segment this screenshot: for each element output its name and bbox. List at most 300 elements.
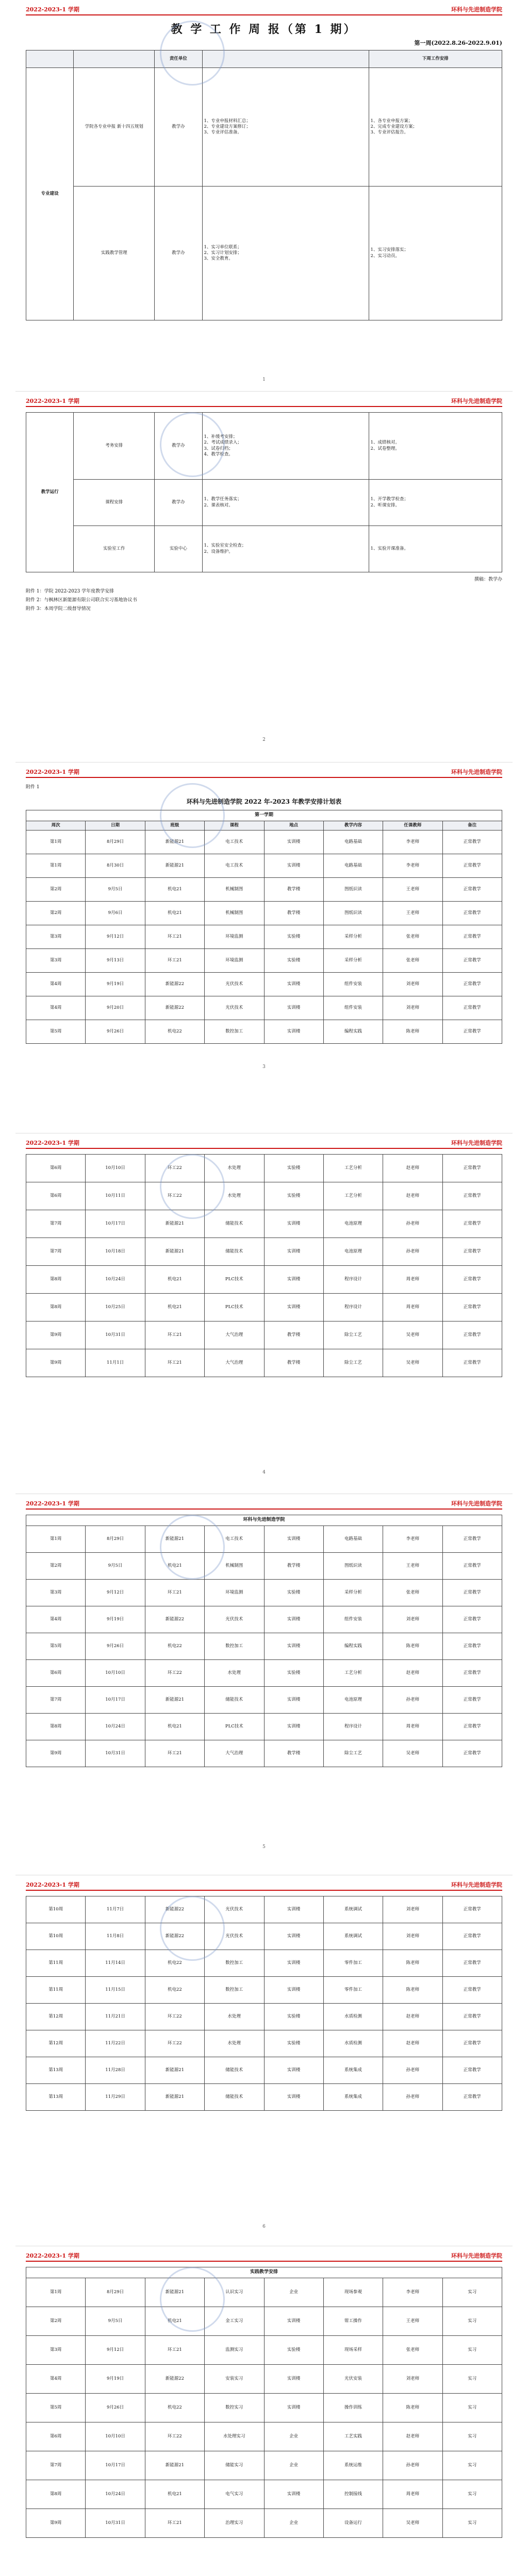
table-cell: 正常教学 bbox=[442, 1526, 502, 1552]
table-cell: 王老师 bbox=[383, 2307, 442, 2335]
table-cell: 正常教学 bbox=[442, 1950, 502, 1977]
table-row bbox=[26, 2335, 502, 2364]
table-cell: 第10周 bbox=[26, 1896, 86, 1923]
table-cell: 实习 bbox=[442, 2335, 502, 2364]
table-cell: 环工22 bbox=[145, 1155, 204, 1182]
table-cell: 李老师 bbox=[383, 830, 442, 854]
table-row bbox=[26, 1020, 502, 1043]
table-cell: 11月21日 bbox=[86, 2004, 145, 2030]
table-row bbox=[26, 2393, 502, 2422]
table-cell: 王老师 bbox=[383, 1552, 442, 1579]
table-cell: 第9周 bbox=[26, 1321, 86, 1349]
table-cell: 实训楼 bbox=[264, 2393, 323, 2422]
table-row bbox=[26, 1552, 502, 1579]
page-2 bbox=[15, 392, 513, 762]
table-cell: 新能源22 bbox=[145, 2364, 204, 2393]
table-cell: 新能源21 bbox=[145, 2084, 204, 2111]
header-term: 2022-2023-1 学期 bbox=[26, 398, 79, 404]
table-cell: 王老师 bbox=[383, 901, 442, 925]
table-row bbox=[26, 877, 502, 901]
practice-caption: 实践教学安排 bbox=[26, 2267, 502, 2278]
page-5 bbox=[15, 1494, 513, 1875]
table-row bbox=[26, 2364, 502, 2393]
row-content: 1、实习单位联系； 2、实习计划安排； 3、安全教育。 bbox=[202, 187, 369, 320]
table-cell: 9月6日 bbox=[86, 901, 145, 925]
table-cell: 新能源22 bbox=[145, 1923, 204, 1950]
row-next: 1、实验开课准备。 bbox=[369, 526, 502, 572]
table-cell: 实训楼 bbox=[264, 2307, 323, 2335]
col-class: 班级 bbox=[145, 821, 204, 830]
table-cell: 张老师 bbox=[383, 2335, 442, 2364]
table-cell: 实习 bbox=[442, 2307, 502, 2335]
table-cell: 水处理 bbox=[205, 1659, 264, 1686]
table-cell: 企业 bbox=[264, 2422, 323, 2451]
table-cell: PLC技术 bbox=[205, 1294, 264, 1321]
table-cell: 正常教学 bbox=[442, 972, 502, 996]
table-cell: 11月28日 bbox=[86, 2057, 145, 2084]
table-cell: 刘老师 bbox=[383, 996, 442, 1020]
col-item bbox=[74, 50, 155, 68]
table-cell: 刘老师 bbox=[383, 1923, 442, 1950]
table-cell: 新能源21 bbox=[145, 2278, 204, 2307]
table-cell: 大气治理 bbox=[205, 1349, 264, 1377]
table-cell: 10月10日 bbox=[86, 1659, 145, 1686]
table-cell: 水质检测 bbox=[323, 2004, 383, 2030]
table-cell: 赵老师 bbox=[383, 2422, 442, 2451]
table-cell: 吴老师 bbox=[383, 2509, 442, 2537]
page-header bbox=[26, 768, 502, 778]
table-cell: 第3周 bbox=[26, 925, 86, 948]
table-cell: 实训楼 bbox=[264, 830, 323, 854]
table-cell: 环境监测 bbox=[205, 925, 264, 948]
table-cell: PLC技术 bbox=[205, 1266, 264, 1294]
table-row bbox=[26, 1713, 502, 1740]
row-unit: 实验中心 bbox=[155, 526, 202, 572]
table-cell: 正常教学 bbox=[442, 1606, 502, 1633]
table-cell: 教学楼 bbox=[264, 1349, 323, 1377]
table-cell: 第6周 bbox=[26, 1182, 86, 1210]
table-row bbox=[26, 2509, 502, 2537]
table-cell: 组件安装 bbox=[323, 996, 383, 1020]
table-cell: 机械制图 bbox=[205, 877, 264, 901]
row-unit: 教学办 bbox=[155, 480, 202, 526]
table-cell: 现场采样 bbox=[323, 2335, 383, 2364]
table-cell: 储能技术 bbox=[205, 1210, 264, 1238]
attachment-label: 附件 1 bbox=[26, 785, 40, 790]
table-cell: 第5周 bbox=[26, 1633, 86, 1659]
table-row bbox=[26, 1740, 502, 1767]
table-cell: 正常教学 bbox=[442, 1182, 502, 1210]
page-3 bbox=[15, 762, 513, 1133]
table-cell: 环工21 bbox=[145, 1740, 204, 1767]
table-cell: 9月12日 bbox=[86, 2335, 145, 2364]
table-cell: 赵老师 bbox=[383, 2004, 442, 2030]
table-cell: 第12周 bbox=[26, 2004, 86, 2030]
table-cell: 环工21 bbox=[145, 1321, 204, 1349]
table-cell: 新能源21 bbox=[145, 854, 204, 877]
table-cell: 光伏技术 bbox=[205, 972, 264, 996]
table-cell: 编程实践 bbox=[323, 1020, 383, 1043]
table-cell: 9月19日 bbox=[86, 2364, 145, 2393]
table-row bbox=[26, 1349, 502, 1377]
page-header bbox=[26, 1499, 502, 1510]
table-cell: 环工22 bbox=[145, 1182, 204, 1210]
table-cell: 张老师 bbox=[383, 1579, 442, 1606]
row-item: 实验室工作 bbox=[74, 526, 155, 572]
page-header bbox=[26, 1880, 502, 1891]
table-row bbox=[26, 1606, 502, 1633]
table-cell: 电路基础 bbox=[323, 854, 383, 877]
table-row bbox=[26, 1633, 502, 1659]
table-cell: 11月14日 bbox=[86, 1950, 145, 1977]
header-term: 2022-2023-1 学期 bbox=[26, 1500, 79, 1507]
table-cell: 控制接线 bbox=[323, 2480, 383, 2509]
table-cell: 实验楼 bbox=[264, 1659, 323, 1686]
row-content: 1、实验室安全检查； 2、设备维护。 bbox=[202, 526, 369, 572]
page-header bbox=[26, 5, 502, 15]
table-cell: 第2周 bbox=[26, 1552, 86, 1579]
table-cell: 程序设计 bbox=[323, 1294, 383, 1321]
header-college: 环科与先进制造学院 bbox=[451, 1882, 502, 1888]
table-row bbox=[26, 2030, 502, 2057]
attachment-3: 附件 3：本周学院二级督导情况 bbox=[26, 606, 91, 612]
table-cell: 刘老师 bbox=[383, 1896, 442, 1923]
table-cell: 采样分析 bbox=[323, 948, 383, 972]
table-cell: 第4周 bbox=[26, 996, 86, 1020]
table-cell: 11月8日 bbox=[86, 1923, 145, 1950]
table-cell: 11月7日 bbox=[86, 1896, 145, 1923]
table-cell: 实验楼 bbox=[264, 948, 323, 972]
table-cell: 数控加工 bbox=[205, 1950, 264, 1977]
table-cell: 陈老师 bbox=[383, 1950, 442, 1977]
table-cell: 图纸识读 bbox=[323, 901, 383, 925]
table-cell: 认识实习 bbox=[205, 2278, 264, 2307]
table-cell: 第1周 bbox=[26, 1526, 86, 1552]
table-cell: 9月19日 bbox=[86, 1606, 145, 1633]
table-cell: 电池原理 bbox=[323, 1238, 383, 1266]
table-cell: 第9周 bbox=[26, 2509, 86, 2537]
col-course: 课程 bbox=[205, 821, 264, 830]
table-cell: 实训楼 bbox=[264, 2480, 323, 2509]
table-cell: 第2周 bbox=[26, 901, 86, 925]
table-cell: 李老师 bbox=[383, 1526, 442, 1552]
table-cell: 8月29日 bbox=[86, 2278, 145, 2307]
table-cell: 10月24日 bbox=[86, 1266, 145, 1294]
table-cell: 正常教学 bbox=[442, 830, 502, 854]
table-cell: 第8周 bbox=[26, 1266, 86, 1294]
table-cell: 新能源21 bbox=[145, 2451, 204, 2480]
table-cell: 9月13日 bbox=[86, 948, 145, 972]
table-cell: 零件加工 bbox=[323, 1950, 383, 1977]
table-cell: 储能技术 bbox=[205, 1686, 264, 1713]
table-cell: 实训楼 bbox=[264, 854, 323, 877]
table-cell: 10月17日 bbox=[86, 1210, 145, 1238]
table-cell: 新能源22 bbox=[145, 972, 204, 996]
table-cell: 机电22 bbox=[145, 1020, 204, 1043]
table-cell: 第5周 bbox=[26, 2393, 86, 2422]
table-cell: 吴老师 bbox=[383, 1740, 442, 1767]
table-cell: 系统集成 bbox=[323, 2057, 383, 2084]
table-cell: 第4周 bbox=[26, 2364, 86, 2393]
table-cell: 新能源21 bbox=[145, 1526, 204, 1552]
table-row bbox=[26, 2278, 502, 2307]
table-cell: 正常教学 bbox=[442, 1349, 502, 1377]
table-cell: 实习 bbox=[442, 2480, 502, 2509]
schedule-table bbox=[26, 810, 502, 1044]
table-row bbox=[26, 2004, 502, 2030]
table-cell: 图纸识读 bbox=[323, 877, 383, 901]
table-cell: 环工22 bbox=[145, 2030, 204, 2057]
table-cell: 正常教学 bbox=[442, 1633, 502, 1659]
table-cell: 第3周 bbox=[26, 948, 86, 972]
schedule-title: 环科与先进制造学院 2022 年-2023 年教学安排计划表 bbox=[186, 798, 342, 805]
table-cell: 吴老师 bbox=[383, 1321, 442, 1349]
row-item: 课程安排 bbox=[74, 480, 155, 526]
author-line: 撰稿：教学办 bbox=[474, 577, 502, 582]
table-cell: 实训楼 bbox=[264, 1526, 323, 1552]
table-cell: 第10周 bbox=[26, 1923, 86, 1950]
table-cell: 水处理 bbox=[205, 1155, 264, 1182]
table-cell: 实训楼 bbox=[264, 2057, 323, 2084]
table-cell: 大气治理 bbox=[205, 1740, 264, 1767]
table-row bbox=[26, 1155, 502, 1182]
col-next: 下周工作安排 bbox=[369, 50, 502, 68]
table-cell: 第5周 bbox=[26, 1020, 86, 1043]
table-cell: 机电21 bbox=[145, 877, 204, 901]
header-college: 环科与先进制造学院 bbox=[451, 2252, 502, 2259]
table-cell: 实验楼 bbox=[264, 925, 323, 948]
table-cell: 新能源21 bbox=[145, 2057, 204, 2084]
table-cell: 环工21 bbox=[145, 2335, 204, 2364]
table-cell: 正常教学 bbox=[442, 1713, 502, 1740]
table-cell: 正常教学 bbox=[442, 1579, 502, 1606]
table-cell: 赵老师 bbox=[383, 1182, 442, 1210]
row-content: 1、补缓考安排； 2、考试成绩录入； 3、试卷归档； 4、教学检查。 bbox=[202, 413, 369, 480]
table-cell: 正常教学 bbox=[442, 877, 502, 901]
table-cell: 9月26日 bbox=[86, 2393, 145, 2422]
header-college: 环科与先进制造学院 bbox=[451, 1140, 502, 1146]
table-cell: 电工技术 bbox=[205, 1526, 264, 1552]
table-cell: 刘老师 bbox=[383, 2364, 442, 2393]
table-row bbox=[26, 1579, 502, 1606]
table-row bbox=[26, 2084, 502, 2111]
table-cell: 机械制图 bbox=[205, 1552, 264, 1579]
table-cell: 实训楼 bbox=[264, 1896, 323, 1923]
table-cell: 第6周 bbox=[26, 2422, 86, 2451]
table-cell: 第11周 bbox=[26, 1977, 86, 2004]
table-cell: 周老师 bbox=[383, 1266, 442, 1294]
row-unit: 教学办 bbox=[155, 187, 202, 320]
table-cell: 系统调试 bbox=[323, 1923, 383, 1950]
table-cell: 李老师 bbox=[383, 2278, 442, 2307]
table-cell: 系统集成 bbox=[323, 2084, 383, 2111]
table-cell: 实验楼 bbox=[264, 2030, 323, 2057]
table-cell: 8月30日 bbox=[86, 854, 145, 877]
attachment-list bbox=[26, 587, 502, 614]
table-cell: 新能源22 bbox=[145, 1896, 204, 1923]
col-date: 日期 bbox=[86, 821, 145, 830]
table-cell: 组件安装 bbox=[323, 972, 383, 996]
table-cell: 孙老师 bbox=[383, 2057, 442, 2084]
table-cell: 张老师 bbox=[383, 948, 442, 972]
table-cell: 教学楼 bbox=[264, 1321, 323, 1349]
col-unit: 责任单位 bbox=[155, 50, 202, 68]
table-cell: 8月29日 bbox=[86, 1526, 145, 1552]
table-cell: 实验楼 bbox=[264, 1182, 323, 1210]
table-cell: 环工21 bbox=[145, 948, 204, 972]
table-row bbox=[26, 972, 502, 996]
schedule-body bbox=[26, 1155, 502, 1377]
table-cell: 环工21 bbox=[145, 1579, 204, 1606]
table-cell: 系统调试 bbox=[323, 1896, 383, 1923]
schedule-table-2 bbox=[26, 1515, 502, 1767]
table-cell: 10月18日 bbox=[86, 1238, 145, 1266]
table-cell: 实习 bbox=[442, 2393, 502, 2422]
table-cell: 环工21 bbox=[145, 925, 204, 948]
page-4 bbox=[15, 1133, 513, 1494]
table-cell: 电池原理 bbox=[323, 1210, 383, 1238]
table-cell: 储能技术 bbox=[205, 2057, 264, 2084]
table-cell: 机电21 bbox=[145, 1713, 204, 1740]
table-cell: 正常教学 bbox=[442, 1659, 502, 1686]
table-cell: 第8周 bbox=[26, 2480, 86, 2509]
table-cell: 10月17日 bbox=[86, 1686, 145, 1713]
table-cell: 正常教学 bbox=[442, 2057, 502, 2084]
table-cell: 实训楼 bbox=[264, 1238, 323, 1266]
table-cell: 正常教学 bbox=[442, 1210, 502, 1238]
page-number: 3 bbox=[262, 1064, 266, 1070]
table-cell: 10月11日 bbox=[86, 1182, 145, 1210]
table-cell: 机电22 bbox=[145, 1977, 204, 2004]
table-cell: 编程实践 bbox=[323, 1633, 383, 1659]
table-cell: 环工21 bbox=[145, 1349, 204, 1377]
table-cell: 第1周 bbox=[26, 830, 86, 854]
table-row bbox=[26, 1686, 502, 1713]
table-cell: 机电22 bbox=[145, 1950, 204, 1977]
table-cell: 正常教学 bbox=[442, 1321, 502, 1349]
table-row bbox=[26, 925, 502, 948]
table-cell: 11月1日 bbox=[86, 1349, 145, 1377]
row-content: 1、教学任务落实； 2、课表核对。 bbox=[202, 480, 369, 526]
table-cell: 正常教学 bbox=[442, 1155, 502, 1182]
table-cell: 系统运维 bbox=[323, 2451, 383, 2480]
table-cell: 实习 bbox=[442, 2509, 502, 2537]
schedule-head bbox=[26, 821, 502, 830]
table-cell: 第7周 bbox=[26, 1238, 86, 1266]
table-cell: 教学楼 bbox=[264, 1552, 323, 1579]
table-cell: 零件加工 bbox=[323, 1977, 383, 2004]
table-cell: 孙老师 bbox=[383, 1210, 442, 1238]
table-cell: 第7周 bbox=[26, 2451, 86, 2480]
page-number: 5 bbox=[262, 1844, 266, 1850]
col-teacher: 任课教师 bbox=[383, 821, 442, 830]
table-row bbox=[26, 2422, 502, 2451]
table-cell: 11月15日 bbox=[86, 1977, 145, 2004]
table-cell: 环工22 bbox=[145, 2422, 204, 2451]
table-row bbox=[26, 1526, 502, 1552]
table-cell: 安装实习 bbox=[205, 2364, 264, 2393]
table-cell: 10月31日 bbox=[86, 1740, 145, 1767]
table-cell: 治理实习 bbox=[205, 2509, 264, 2537]
table-cell: 企业 bbox=[264, 2509, 323, 2537]
table-cell: 赵老师 bbox=[383, 1155, 442, 1182]
table-cell: 实训楼 bbox=[264, 1020, 323, 1043]
row-item: 实践教学管理 bbox=[74, 187, 155, 320]
table-cell: 电工技术 bbox=[205, 830, 264, 854]
table-cell: 正常教学 bbox=[442, 1238, 502, 1266]
table-cell: 9月5日 bbox=[86, 877, 145, 901]
table-cell: 8月29日 bbox=[86, 830, 145, 854]
table-cell: 第13周 bbox=[26, 2084, 86, 2111]
table-cell: 第12周 bbox=[26, 2030, 86, 2057]
page-header bbox=[26, 2251, 502, 2262]
table-cell: 10月31日 bbox=[86, 2509, 145, 2537]
table-cell: 实训楼 bbox=[264, 972, 323, 996]
table-cell: 实验楼 bbox=[264, 1155, 323, 1182]
table-row bbox=[26, 2307, 502, 2335]
row-item: 学院各专业申报 新十四五规划 bbox=[74, 68, 155, 187]
table-cell: 第7周 bbox=[26, 1210, 86, 1238]
weekly-work-table bbox=[26, 50, 502, 320]
table-cell: 电池原理 bbox=[323, 1686, 383, 1713]
table-row bbox=[26, 948, 502, 972]
table-cell: 监测实习 bbox=[205, 2335, 264, 2364]
table-cell: 正常教学 bbox=[442, 996, 502, 1020]
table-cell: 9月5日 bbox=[86, 2307, 145, 2335]
table-cell: 第3周 bbox=[26, 1579, 86, 1606]
header-term: 2022-2023-1 学期 bbox=[26, 1882, 79, 1888]
table-cell: 9月26日 bbox=[86, 1020, 145, 1043]
row-content: 1、专业申报材料汇总； 2、专业建设方案修订； 3、专业评估准备。 bbox=[202, 68, 369, 187]
row-category: 教学运行 bbox=[26, 413, 74, 572]
table-cell: 实训楼 bbox=[264, 2364, 323, 2393]
table-cell: 机电21 bbox=[145, 901, 204, 925]
table-cell: 实习 bbox=[442, 2364, 502, 2393]
table-cell: 储能技术 bbox=[205, 2084, 264, 2111]
table-cell: 机械制图 bbox=[205, 901, 264, 925]
table-cell: 环境监测 bbox=[205, 1579, 264, 1606]
table-row bbox=[26, 1266, 502, 1294]
table-cell: 光伏技术 bbox=[205, 1896, 264, 1923]
table-cell: 实习 bbox=[442, 2422, 502, 2451]
table-cell: 钳工操作 bbox=[323, 2307, 383, 2335]
schedule-body bbox=[26, 1896, 502, 2111]
table-row bbox=[26, 1182, 502, 1210]
table-cell: 正常教学 bbox=[442, 948, 502, 972]
table-cell: 刘老师 bbox=[383, 1606, 442, 1633]
table-cell: 孙老师 bbox=[383, 1238, 442, 1266]
table-cell: 数控实习 bbox=[205, 2393, 264, 2422]
table-cell: 电气实习 bbox=[205, 2480, 264, 2509]
page-number: 1 bbox=[262, 377, 266, 382]
header-term: 2022-2023-1 学期 bbox=[26, 1140, 79, 1146]
table-cell: 程序设计 bbox=[323, 1713, 383, 1740]
table-cell: 大气治理 bbox=[205, 1321, 264, 1349]
table-cell: 10月25日 bbox=[86, 1294, 145, 1321]
table-cell: 实训楼 bbox=[264, 1633, 323, 1659]
table-cell: 环境监测 bbox=[205, 948, 264, 972]
table-cell: 教学楼 bbox=[264, 901, 323, 925]
page-header bbox=[26, 397, 502, 407]
table-cell: 正常教学 bbox=[442, 1686, 502, 1713]
table-row bbox=[26, 901, 502, 925]
table-cell: 第1周 bbox=[26, 2278, 86, 2307]
page-number: 4 bbox=[262, 1470, 266, 1475]
table-cell: 工艺实践 bbox=[323, 2422, 383, 2451]
table-cell: 电工技术 bbox=[205, 854, 264, 877]
table-row bbox=[26, 1321, 502, 1349]
table-cell: 实训楼 bbox=[264, 1923, 323, 1950]
